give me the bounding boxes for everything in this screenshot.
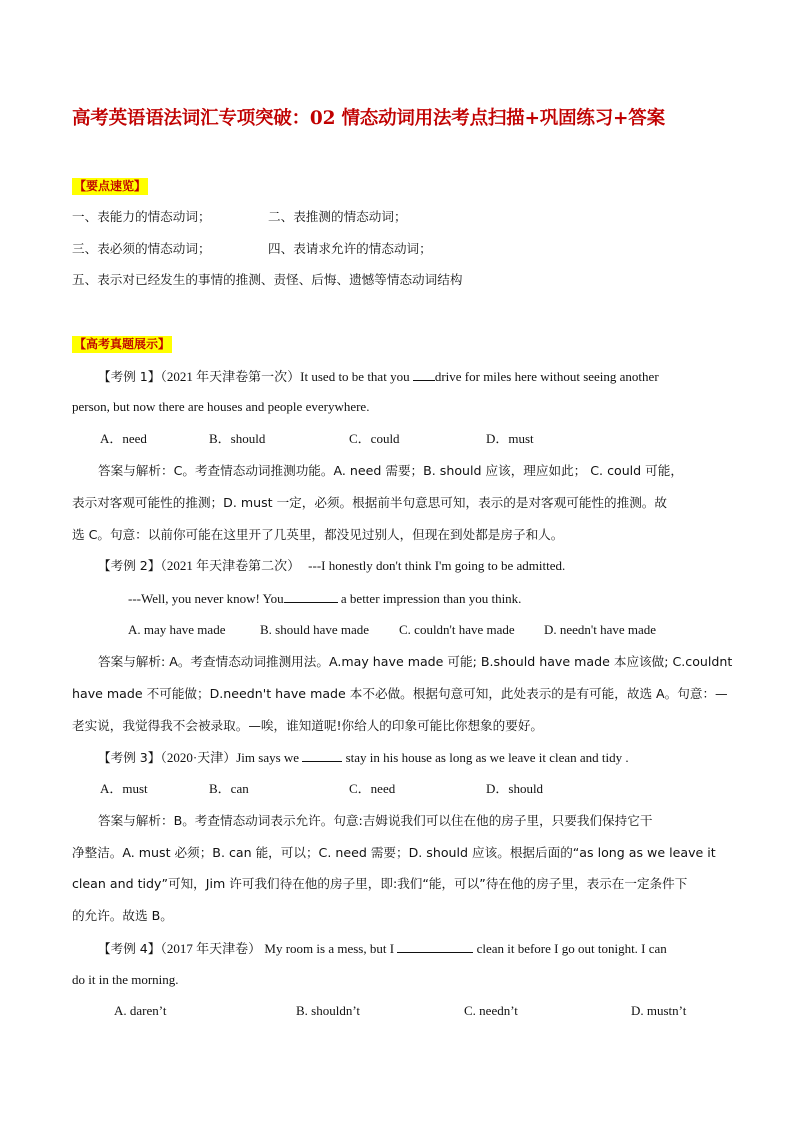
answer-blank: [284, 590, 338, 603]
question-text: clean it before I go out tonight. I can: [473, 941, 667, 956]
example-1-answer-line-3: 选 C。句意：以前你可能在这里开了几英里，都没见过别人，但现在到处都是房子和人。: [72, 527, 564, 542]
example-3-question: [98, 749, 629, 766]
example-4-question-line-2: do it in the morning.: [72, 972, 179, 987]
example-label: 【考例 2】: [98, 558, 161, 573]
example-source: （2021 年天津卷第二次）: [160, 558, 301, 573]
example-label: 【考例 1】: [98, 369, 161, 384]
option-c: C．need: [349, 781, 396, 796]
answer-blank: [302, 749, 342, 762]
example-2-question-line-2: [128, 590, 521, 607]
option-b: B. shouldn’t: [296, 1003, 361, 1018]
question-text: ---I honestly don't think I'm going to be admitted.: [308, 558, 566, 573]
example-source: （2017 年天津卷）: [160, 941, 262, 956]
overview-item-1: 一、表能力的情态动词；: [72, 209, 211, 224]
option-d: D. needn't have made: [544, 622, 657, 637]
overview-item-4: 四、表请求允许的情态动词；: [268, 241, 432, 256]
question-text: stay in his house as long as we leave it clean and tidy .: [342, 750, 629, 765]
section-tag-overview: 【要点速览】: [74, 179, 147, 193]
overview-item-5: 五、表示对已经发生的事情的推测、责怪、后悔、遗憾等情态动词结构: [72, 272, 463, 287]
option-b: B. should have made: [260, 622, 370, 637]
option-b: B．can: [209, 781, 249, 796]
question-text: It used to be that you: [300, 369, 413, 384]
section-tag-exam: 【高考真题展示】: [74, 337, 171, 351]
example-1-answer-line-2: 表示对客观可能性的推测；D. must 一定，必须。根据前半句意思可知，表示的是对客观可能性的推测。故: [72, 495, 667, 510]
option-a: A．must: [100, 781, 148, 796]
overview-item-3: 三、表必须的情态动词；: [72, 241, 211, 256]
option-b: B．should: [209, 431, 266, 446]
answer-blank: [397, 940, 473, 953]
example-3-answer-line-1: 答案与解析：B。考查情态动词表示允许。句意:吉姆说我们可以住在他的房子里，只要我们保持它干: [98, 813, 653, 828]
example-3-answer-line-3: clean and tidy”可知，Jim 许可我们待在他的房子里，即:我们“能，可以”待在他的房子里，表示在一定条件下: [72, 876, 688, 891]
example-3-answer-line-4: 的允许。故选 B。: [72, 908, 173, 923]
overview-item-2: 二、表推测的情态动词；: [268, 209, 407, 224]
option-d: D. mustn’t: [631, 1003, 687, 1018]
option-c: C. needn’t: [464, 1003, 518, 1018]
option-c: C．could: [349, 431, 400, 446]
example-1-answer-line-1: 答案与解析：C。考查情态动词推测功能。A. need 需要；B. should 应该，理应如此； C. could 可能，: [98, 463, 683, 478]
option-d: D．must: [486, 431, 534, 446]
question-text: ---Well, you never know! You: [128, 591, 284, 606]
example-3-answer-line-2: 净整洁。A. must 必须；B. can 能，可以；C. need 需要；D. should 应该。根据后面的“as long as we leave it: [72, 845, 716, 860]
answer-blank: [413, 368, 435, 381]
example-4-question: [98, 940, 667, 957]
question-text: a better impression than you think.: [337, 591, 522, 606]
example-source: （2020·天津）: [160, 750, 237, 765]
example-2-question: [98, 558, 565, 574]
option-a: A. may have made: [128, 622, 226, 637]
example-2-answer-line-1: 答案与解析: A。考查情态动词推测用法。A.may have made 可能; B.should have made 本应该做; C.couldnt: [98, 654, 733, 669]
example-label: 【考例 4】: [98, 941, 161, 956]
question-text: drive for miles here without seeing another: [434, 369, 659, 384]
option-d: D．should: [486, 781, 544, 796]
option-c: C. couldn't have made: [399, 622, 515, 637]
example-label: 【考例 3】: [98, 750, 161, 765]
question-text: Jim says we: [236, 750, 303, 765]
option-a: A．need: [100, 431, 147, 446]
example-1-question: [98, 368, 659, 385]
example-1-question-line-2: person, but now there are houses and people everywhere.: [72, 399, 370, 414]
option-a: A. daren’t: [114, 1003, 167, 1018]
document-title: 高考英语语法词汇专项突破：02 情态动词用法考点扫描+巩固练习+答案: [72, 108, 665, 129]
question-text: My room is a mess, but I: [261, 941, 398, 956]
example-source: （2021 年天津卷第一次）: [160, 369, 301, 384]
example-2-answer-line-2: have made 不可能做；D.needn't have made 本不必做。根据句意可知，此处表示的是有可能，故选 A。句意：—: [72, 686, 728, 701]
example-2-answer-line-3: 老实说，我觉得我不会被录取。—唉，谁知道呢!你给人的印象可能比你想象的要好。: [72, 718, 544, 733]
